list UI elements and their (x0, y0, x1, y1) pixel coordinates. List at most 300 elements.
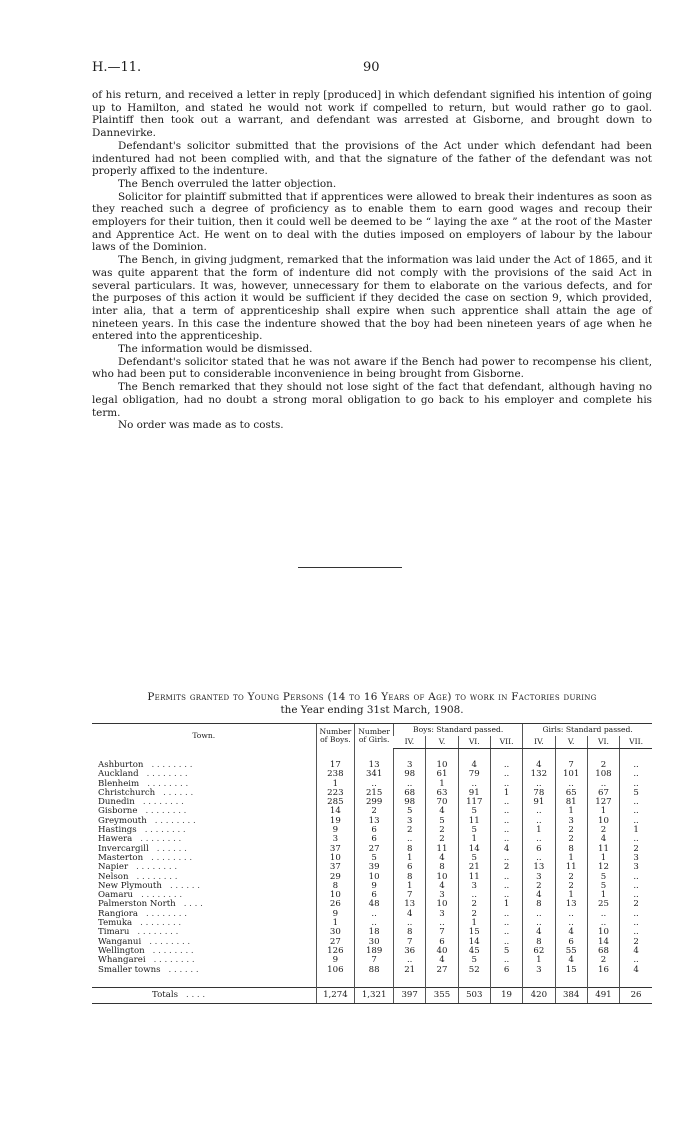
value-cell: .. (620, 798, 652, 807)
value-cell: 13 (394, 900, 426, 909)
value-cell: .. (620, 807, 652, 816)
value-cell: .. (620, 910, 652, 919)
value-cell: 8 (394, 873, 426, 882)
value-cell: .. (620, 817, 652, 826)
totals-row (92, 987, 652, 1003)
body-paragraph: The Bench remarked that they should not lose sight of the fact that defendant, although having no legal obligation, had no doubt a strong moral obligation to go back to his employer and complete his term. (92, 381, 652, 419)
value-cell: 11 (458, 817, 490, 826)
value-cell: 5 (458, 807, 490, 816)
value-cell: 11 (458, 873, 490, 882)
value-cell: .. (523, 835, 555, 844)
col-header-boys-v: V. (426, 736, 458, 749)
value-cell: 1 (316, 780, 355, 789)
col-header-boys-vi: VI. (458, 736, 490, 749)
value-cell: 8 (316, 882, 355, 891)
value-cell: 10 (426, 873, 458, 882)
value-cell: 6 (355, 891, 394, 900)
value-cell: 299 (355, 798, 394, 807)
body-paragraph: The Bench overruled the latter objection. (118, 177, 337, 190)
value-cell: .. (490, 770, 522, 779)
value-cell: 101 (555, 770, 587, 779)
value-cell: .. (587, 780, 619, 789)
value-cell: 189 (355, 947, 394, 956)
value-cell: 15 (555, 966, 587, 975)
town-name: Masterton (98, 852, 144, 863)
value-cell: 4 (426, 854, 458, 863)
value-cell: .. (490, 928, 522, 937)
value-cell: 2 (620, 900, 652, 909)
value-cell: .. (620, 928, 652, 937)
value-cell: 341 (355, 770, 394, 779)
value-cell: .. (587, 910, 619, 919)
town-name: Rangiora (98, 908, 138, 919)
value-cell: 37 (316, 863, 355, 872)
value-cell: 11 (555, 863, 587, 872)
leader-dots: . . . . . . . . (136, 862, 178, 873)
table-title (92, 691, 652, 717)
document-series: H.—11. (92, 60, 142, 75)
value-cell: 355 (426, 987, 458, 1003)
town-name: New Plymouth (98, 880, 162, 891)
col-header-girls-iv: IV. (523, 736, 555, 749)
leader-dots: . . . . . . . . (145, 908, 187, 919)
leader-dots: . . . . . . . . (140, 834, 182, 845)
col-header-boys-iv: IV. (394, 736, 426, 749)
leader-dots: . . . . . . . . (152, 945, 194, 956)
value-cell: 70 (426, 798, 458, 807)
table-title-line2: the Year ending 31st March, 1908. (280, 704, 464, 716)
value-cell: 4 (523, 891, 555, 900)
value-cell: 127 (587, 798, 619, 807)
table-row (92, 966, 652, 975)
value-cell: 3 (394, 817, 426, 826)
value-cell: 4 (555, 956, 587, 965)
value-cell: 1 (587, 807, 619, 816)
value-cell: .. (490, 780, 522, 789)
value-cell: 8 (426, 863, 458, 872)
leader-dots: . . . . . . . . (147, 778, 189, 789)
value-cell: 8 (394, 928, 426, 937)
value-cell: 55 (555, 947, 587, 956)
value-cell: 4 (426, 807, 458, 816)
value-cell: 3 (316, 835, 355, 844)
leader-dots: . . . . . . . . (146, 769, 188, 780)
town-name: Gisborne (98, 806, 138, 817)
value-cell: 9 (316, 826, 355, 835)
town-name: Whangarei (98, 955, 146, 966)
value-cell: 4 (490, 845, 522, 854)
value-cell: 1,274 (316, 987, 355, 1003)
value-cell: 420 (523, 987, 555, 1003)
leader-dots: . . . . . . . . (153, 955, 195, 966)
leader-dots: . . . . . . . . (154, 815, 196, 826)
value-cell: .. (620, 919, 652, 928)
value-cell: 36 (394, 947, 426, 956)
value-cell: 1 (523, 956, 555, 965)
value-cell: 1 (587, 854, 619, 863)
value-cell: 6 (355, 835, 394, 844)
town-name: Ashburton (98, 760, 144, 770)
value-cell: 3 (523, 966, 555, 975)
value-cell: 6 (426, 938, 458, 947)
value-cell: 9 (316, 910, 355, 919)
value-cell: 61 (426, 770, 458, 779)
value-cell: 2 (555, 882, 587, 891)
value-cell: .. (523, 780, 555, 789)
value-cell: 1 (394, 854, 426, 863)
value-cell: 10 (316, 854, 355, 863)
leader-dots: . . . . . . . . (151, 852, 193, 863)
value-cell: .. (490, 835, 522, 844)
value-cell: .. (490, 956, 522, 965)
value-cell: 10 (426, 761, 458, 770)
value-cell: 5 (587, 873, 619, 882)
value-cell: 4 (620, 966, 652, 975)
body-paragraph: The information would be dismissed. (118, 343, 313, 356)
value-cell: 384 (555, 987, 587, 1003)
value-cell: .. (555, 780, 587, 789)
value-cell: 4 (587, 835, 619, 844)
value-cell: 37 (316, 845, 355, 854)
value-cell: 91 (458, 789, 490, 798)
value-cell: 8 (394, 845, 426, 854)
value-cell: 12 (587, 863, 619, 872)
value-cell: 6 (490, 966, 522, 975)
value-cell: 29 (316, 873, 355, 882)
section-divider (298, 567, 402, 568)
value-cell: .. (523, 854, 555, 863)
value-cell: 1 (490, 789, 522, 798)
value-cell: 2 (458, 910, 490, 919)
value-cell: 503 (458, 987, 490, 1003)
value-cell: 39 (355, 863, 394, 872)
town-name: Nelson (98, 871, 129, 882)
value-cell: 63 (426, 789, 458, 798)
value-cell: .. (490, 817, 522, 826)
value-cell: 68 (394, 789, 426, 798)
town-name: Smaller towns (98, 964, 161, 975)
value-cell: 2 (555, 835, 587, 844)
town-name: Greymouth (98, 815, 147, 826)
value-cell: .. (355, 910, 394, 919)
value-cell: 1 (620, 826, 652, 835)
value-cell: .. (490, 798, 522, 807)
value-cell: 30 (355, 938, 394, 947)
leader-dots: . . . . . . . . (136, 871, 178, 882)
value-cell: .. (490, 826, 522, 835)
value-cell: 215 (355, 789, 394, 798)
value-cell: 26 (620, 987, 652, 1003)
value-cell: 9 (355, 882, 394, 891)
town-name: Timaru (98, 927, 130, 938)
town-name: Hawera (98, 834, 133, 845)
value-cell: 98 (394, 770, 426, 779)
value-cell: 4 (523, 761, 555, 770)
value-cell: 17 (316, 761, 355, 770)
value-cell: 4 (426, 882, 458, 891)
value-cell: 2 (555, 873, 587, 882)
town-name: Wanganui (98, 936, 142, 947)
page-number: 90 (363, 60, 380, 75)
leader-dots: . . . . . . (169, 880, 200, 891)
value-cell: 19 (316, 817, 355, 826)
value-cell: 1 (394, 882, 426, 891)
town-name: Blenheim (98, 778, 140, 789)
value-cell: 78 (523, 789, 555, 798)
value-cell: 1 (458, 835, 490, 844)
leader-dots: . . . . . . . . (141, 890, 183, 901)
value-cell: 2 (587, 956, 619, 965)
leader-dots: . . . . (185, 989, 206, 1000)
value-cell: 7 (394, 891, 426, 900)
value-cell: 2 (355, 807, 394, 816)
value-cell: .. (490, 938, 522, 947)
col-header-boys-standard: Boys: Standard passed. (394, 724, 523, 737)
value-cell: 3 (426, 910, 458, 919)
value-cell: 10 (316, 891, 355, 900)
value-cell: 4 (523, 928, 555, 937)
value-cell: .. (458, 780, 490, 789)
town-cell (92, 987, 316, 1003)
value-cell: 6 (355, 826, 394, 835)
permits-table (92, 723, 652, 1004)
value-cell: 14 (316, 807, 355, 816)
town-name: Wellington (98, 945, 145, 956)
value-cell: 67 (587, 789, 619, 798)
value-cell: 11 (587, 845, 619, 854)
col-header-girls-vii: VII. (620, 736, 652, 749)
leader-dots: . . . . . . (156, 843, 187, 854)
value-cell: 3 (523, 873, 555, 882)
body-paragraph: of his return, and received a letter in reply [produced] in which defendant signified his intention of going up to Hamilton, and stated he would not work if compelled to return, but would rather go to gaol. Plaintiff then took out a warrant, and defendant was arrested at Gisborne, and brought down to Dannevirke. (92, 89, 652, 140)
value-cell: 3 (394, 761, 426, 770)
value-cell: .. (620, 770, 652, 779)
value-cell: 81 (555, 798, 587, 807)
value-cell: 10 (426, 900, 458, 909)
value-cell: 13 (355, 817, 394, 826)
value-cell: .. (555, 919, 587, 928)
value-cell: 2 (426, 826, 458, 835)
value-cell: 1 (426, 780, 458, 789)
leader-dots: . . . . (183, 899, 203, 910)
value-cell: .. (458, 891, 490, 900)
value-cell: 4 (555, 928, 587, 937)
value-cell: 3 (426, 891, 458, 900)
value-cell: .. (523, 817, 555, 826)
value-cell: 223 (316, 789, 355, 798)
value-cell: 5 (620, 789, 652, 798)
value-cell: .. (355, 919, 394, 928)
value-cell: 238 (316, 770, 355, 779)
value-cell: 68 (587, 947, 619, 956)
value-cell: 45 (458, 947, 490, 956)
value-cell: 4 (394, 910, 426, 919)
col-header-num-girls: Number of Girls. (355, 724, 394, 749)
value-cell: 2 (458, 900, 490, 909)
value-cell: .. (490, 761, 522, 770)
value-cell: 25 (587, 900, 619, 909)
value-cell: 98 (394, 798, 426, 807)
value-cell: .. (490, 873, 522, 882)
value-cell: .. (490, 882, 522, 891)
value-cell: .. (355, 780, 394, 789)
value-cell: 16 (587, 966, 619, 975)
town-name: Palmerston North (98, 899, 176, 910)
value-cell: 30 (316, 928, 355, 937)
value-cell: .. (620, 882, 652, 891)
value-cell: 5 (587, 882, 619, 891)
town-name: Totals (152, 989, 178, 1000)
value-cell: 4 (620, 947, 652, 956)
value-cell: 2 (587, 761, 619, 770)
value-cell: 491 (587, 987, 619, 1003)
value-cell: 8 (523, 900, 555, 909)
value-cell: 2 (555, 826, 587, 835)
town-name: Auckland (98, 769, 139, 780)
value-cell: .. (490, 891, 522, 900)
value-cell: 5 (490, 947, 522, 956)
leader-dots: . . . . . . . . (149, 936, 191, 947)
leader-dots: . . . . . . (168, 964, 199, 975)
value-cell: 88 (355, 966, 394, 975)
value-cell: .. (523, 919, 555, 928)
value-cell: 14 (587, 938, 619, 947)
value-cell: .. (620, 891, 652, 900)
value-cell: .. (490, 910, 522, 919)
value-cell: 2 (620, 845, 652, 854)
value-cell: 106 (316, 966, 355, 975)
value-cell: 2 (523, 882, 555, 891)
value-cell: 7 (555, 761, 587, 770)
value-cell: 3 (458, 882, 490, 891)
body-paragraph: Defendant's solicitor submitted that the provisions of the Act under which defendant had been indentured had not been complied with, and that the signature of the father of the defendant was not properly affixed to the indenture. (92, 139, 652, 178)
body-paragraph: Defendant's solicitor stated that he was not aware if the Bench had power to recompense his client, who had been put to considerable inconvenience in being brought from Gisborne. (92, 355, 652, 381)
value-cell: 10 (587, 928, 619, 937)
value-cell: 10 (587, 817, 619, 826)
value-cell: 14 (458, 938, 490, 947)
value-cell: 7 (355, 956, 394, 965)
col-header-girls-standard: Girls: Standard passed. (523, 724, 652, 737)
leader-dots: . . . . . . . . (144, 825, 186, 836)
value-cell: 5 (458, 854, 490, 863)
value-cell: 1 (555, 891, 587, 900)
body-text (92, 89, 652, 432)
town-name: Napier (98, 862, 129, 873)
value-cell: 8 (555, 845, 587, 854)
value-cell: .. (490, 919, 522, 928)
value-cell: 15 (458, 928, 490, 937)
value-cell: 13 (355, 761, 394, 770)
value-cell: 3 (555, 817, 587, 826)
value-cell: .. (620, 761, 652, 770)
value-cell: 1,321 (355, 987, 394, 1003)
value-cell: 62 (523, 947, 555, 956)
value-cell: 26 (316, 900, 355, 909)
leader-dots: . . . . . . . . (142, 797, 184, 808)
value-cell: 79 (458, 770, 490, 779)
value-cell: 7 (426, 928, 458, 937)
value-cell: 6 (523, 845, 555, 854)
value-cell: .. (587, 919, 619, 928)
col-header-girls-vi: VI. (587, 736, 619, 749)
value-cell: 2 (426, 835, 458, 844)
value-cell: 285 (316, 798, 355, 807)
value-cell: 2 (490, 863, 522, 872)
value-cell: 1 (555, 807, 587, 816)
value-cell: 65 (555, 789, 587, 798)
value-cell: 2 (394, 826, 426, 835)
body-paragraph: The Bench, in giving judgment, remarked that the information was laid under the Act of 1865, and it was quite apparent that the form of indenture did not comply with the provisions of the said Act in several particulars. It was, however, unnecessary for them to elaborate on the various defects, and for the purposes of this action it would be sufficient if they decided the case on section 9, which provided, inter alia, that a term of apprenticeship shall expire when such apprentice shall attain the age of nineteen years. In this case the indenture showed that the boy had been nineteen years of age when he entered into the apprenticeship. (92, 254, 652, 343)
town-name: Christchurch (98, 787, 156, 798)
value-cell: 1 (458, 919, 490, 928)
value-cell: 8 (523, 938, 555, 947)
value-cell: 1 (316, 919, 355, 928)
value-cell: 5 (394, 807, 426, 816)
col-header-town: Town. (92, 724, 316, 749)
value-cell: 2 (587, 826, 619, 835)
value-cell: .. (555, 910, 587, 919)
value-cell: 18 (355, 928, 394, 937)
value-cell: 3 (620, 854, 652, 863)
leader-dots: . . . . . . . . (137, 927, 179, 938)
value-cell: 27 (426, 966, 458, 975)
value-cell: 1 (490, 900, 522, 909)
value-cell: .. (620, 956, 652, 965)
value-cell: .. (620, 780, 652, 789)
leader-dots: . . . . . . . . (151, 760, 193, 770)
town-name: Dunedin (98, 797, 135, 808)
value-cell: 1 (523, 826, 555, 835)
value-cell: 3 (620, 863, 652, 872)
body-paragraph: No order was made as to costs. (118, 419, 284, 432)
value-cell: .. (394, 956, 426, 965)
col-header-boys-vii: VII. (490, 736, 522, 749)
value-cell: 2 (620, 938, 652, 947)
spacer-row (92, 975, 652, 988)
value-cell: 48 (355, 900, 394, 909)
value-cell: 19 (490, 987, 522, 1003)
value-cell: .. (394, 780, 426, 789)
value-cell: 40 (426, 947, 458, 956)
value-cell: 9 (316, 956, 355, 965)
town-name: Oamaru (98, 890, 134, 901)
value-cell: .. (490, 854, 522, 863)
leader-dots: . . . . . . (163, 787, 194, 798)
town-name: Temuka (98, 918, 133, 929)
value-cell: 10 (355, 873, 394, 882)
value-cell: 397 (394, 987, 426, 1003)
value-cell: 1 (555, 854, 587, 863)
value-cell: .. (394, 919, 426, 928)
value-cell: 108 (587, 770, 619, 779)
value-cell: 4 (458, 761, 490, 770)
leader-dots: . . . . . . . . (140, 918, 182, 929)
value-cell: 5 (458, 956, 490, 965)
value-cell: 11 (426, 845, 458, 854)
value-cell: 13 (523, 863, 555, 872)
value-cell: 117 (458, 798, 490, 807)
value-cell: .. (620, 873, 652, 882)
col-header-girls-v: V. (555, 736, 587, 749)
value-cell: 7 (394, 938, 426, 947)
value-cell: 52 (458, 966, 490, 975)
value-cell: 6 (394, 863, 426, 872)
value-cell: 5 (355, 854, 394, 863)
town-cell (92, 966, 316, 975)
body-paragraph: Solicitor for plaintiff submitted that if apprentices were allowed to break their indentures as soon as they reached such a degree of proficiency as to enable them to earn good wages and recoup their employers for their tuition, then it could well be deemed to be “ laying the axe ” at the root of the Master and Apprentice Act. He went on to deal with the duties imposed on employers of labour by the labour laws of the Dominion. (92, 190, 652, 254)
value-cell: .. (620, 835, 652, 844)
value-cell: 27 (316, 938, 355, 947)
